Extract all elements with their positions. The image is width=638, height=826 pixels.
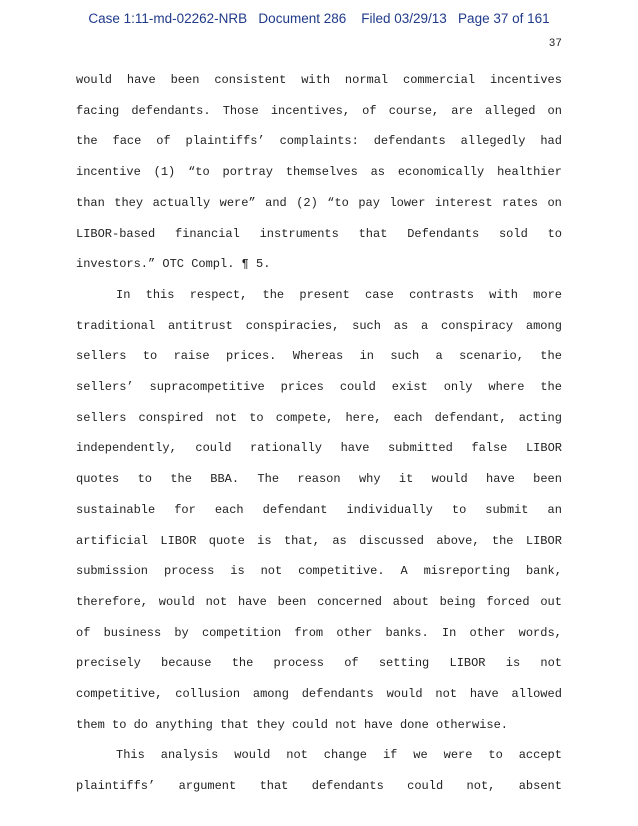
text-line: the face of plaintiffs’ complaints: defendants allegedly had (76, 134, 562, 149)
text-line: In this respect, the present case contrasts with more (116, 287, 562, 302)
text-line: them to do anything that they could not have done otherwise. (76, 717, 508, 732)
text-line: traditional antitrust conspiracies, such as a conspiracy among (76, 318, 562, 333)
text-line: quotes to the BBA. The reason why it would have been (76, 472, 562, 487)
text-line: facing defendants. Those incentives, of course, are alleged on (76, 103, 562, 118)
text-line: artificial LIBOR quote is that, as discussed above, the LIBOR (76, 533, 562, 548)
text-line: This analysis would not change if we were to accept (116, 748, 562, 763)
text-line: plaintiffs’ argument that defendants could not, absent (76, 779, 562, 794)
text-line: independently, could rationally have submitted false LIBOR (76, 441, 562, 456)
case-header: Case 1:11-md-02262-NRB Document 286 Filed 03/29/13 Page 37 of 161 (88, 11, 550, 26)
text-line: competitive, collusion among defendants would not have allowed (76, 687, 562, 701)
text-line: LIBOR-based financial instruments that Defendants sold to (76, 226, 562, 241)
text-line: than they actually were” and (2) “to pay lower interest rates on (76, 195, 562, 210)
text-line: precisely because the process of setting LIBOR is not (76, 656, 562, 671)
text-line: sellers to raise prices. Whereas in such a scenario, the (76, 349, 562, 364)
text-line: would have been consistent with normal commercial incentives (76, 73, 562, 87)
text-line: sellers conspired not to compete, here, each defendant, acting (76, 410, 562, 425)
text-line: sellers’ supracompetitive prices could exist only where the (76, 380, 562, 394)
text-line: of business by competition from other banks. In other words, (76, 625, 562, 640)
text-line: submission process is not competitive. A misreporting bank, (76, 564, 562, 579)
text-line: investors.” OTC Compl. ¶ 5. (76, 257, 271, 272)
page-number: 37 (548, 38, 562, 50)
text-line: sustainable for each defendant individually to submit an (76, 502, 562, 517)
text-line: incentive (1) “to portray themselves as economically healthier (76, 165, 562, 180)
text-line: therefore, would not have been concerned about being forced out (76, 594, 562, 609)
